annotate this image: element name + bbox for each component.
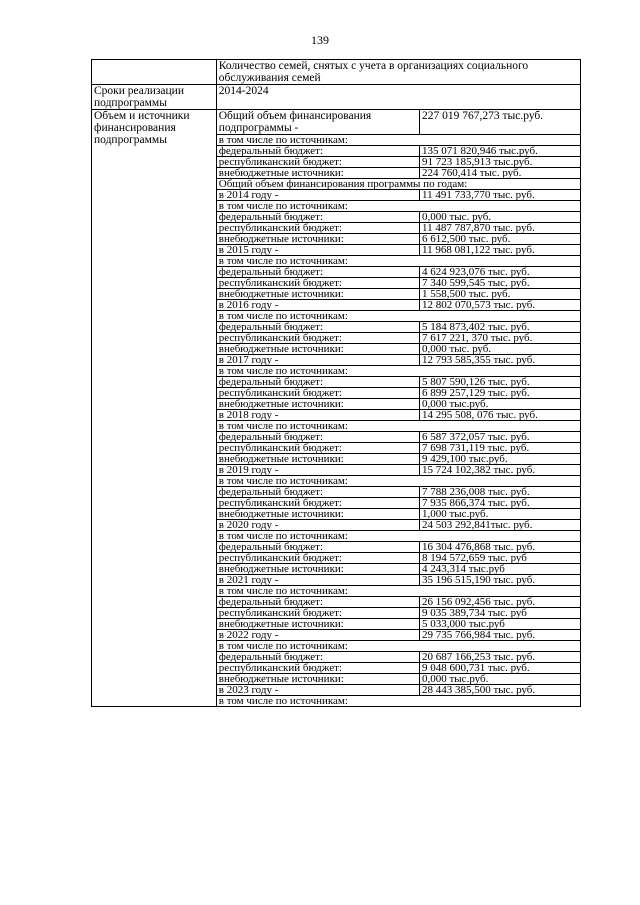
row-value: 11 968 081,122 тыс. руб. — [419, 245, 580, 256]
row-label: в 2023 году - — [216, 685, 419, 696]
section-label: в том числе по источникам: — [216, 311, 580, 322]
row-value: 7 935 866,374 тыс. руб. — [419, 498, 580, 509]
row-label: республиканский бюджет: — [216, 663, 419, 674]
row-label: республиканский бюджет: — [216, 443, 419, 454]
row-value: 135 071 820,946 тыс.руб. — [419, 146, 580, 157]
row-value: 12 793 585,355 тыс. руб. — [419, 355, 580, 366]
row-label: республиканский бюджет: — [216, 333, 419, 344]
table-row — [92, 110, 581, 135]
row-value: 12 802 070,573 тыс. руб. — [419, 300, 580, 311]
row-value: 4 624 923,076 тыс. руб. — [419, 267, 580, 278]
table-row — [92, 85, 581, 110]
section-label: в том числе по источникам: — [216, 696, 580, 707]
row-value: 91 723 185,913 тыс.руб. — [419, 157, 580, 168]
row-label: внебюджетные источники: — [216, 234, 419, 245]
row-value: 5 807 590,126 тыс. руб. — [419, 377, 580, 388]
row-value: 35 196 515,190 тыс. руб. — [419, 575, 580, 586]
row-value: 11 487 787,870 тыс. руб. — [419, 223, 580, 234]
total-label: Общий объем финансирования подпрограммы - — [216, 110, 419, 135]
row-label: федеральный бюджет: — [216, 322, 419, 333]
row-value: 29 735 766,984 тыс. руб. — [419, 630, 580, 641]
section-label: в том числе по источникам: — [216, 641, 580, 652]
row-label: республиканский бюджет: — [216, 223, 419, 234]
empty-cell — [92, 60, 217, 85]
row-label: в 2015 году - — [216, 245, 419, 256]
row-value: 6 587 372,057 тыс. руб. — [419, 432, 580, 443]
row-label: внебюджетные источники: — [216, 344, 419, 355]
total-value: 227 019 767,273 тыс.руб. — [419, 110, 580, 135]
row-label: республиканский бюджет: — [216, 608, 419, 619]
row-value: 9 429,100 тыс.руб. — [419, 454, 580, 465]
row-value: 7 340 599,545 тыс. руб. — [419, 278, 580, 289]
row-label: внебюджетные источники: — [216, 454, 419, 465]
row-value: 1,000 тыс.руб. — [419, 509, 580, 520]
table-body — [92, 60, 581, 707]
row-label: внебюджетные источники: — [216, 619, 419, 630]
row-label: федеральный бюджет: — [216, 652, 419, 663]
row-value: 6 612,500 тыс. руб. — [419, 234, 580, 245]
row-value: 16 304 476,868 тыс. руб. — [419, 542, 580, 553]
top-row-text: Количество семей, снятых с учета в организациях социального обслуживания семей — [216, 60, 580, 85]
row-value: 9 048 600,731 тыс. руб. — [419, 663, 580, 674]
row-value: 11 491 733,770 тыс. руб. — [419, 190, 580, 201]
section-label: в том числе по источникам: — [216, 366, 580, 377]
row-label: федеральный бюджет: — [216, 146, 419, 157]
row-label: федеральный бюджет: — [216, 487, 419, 498]
row-label: федеральный бюджет: — [216, 212, 419, 223]
row-label: республиканский бюджет: — [216, 278, 419, 289]
row-value: 5 033,000 тыс.руб — [419, 619, 580, 630]
row-label: республиканский бюджет: — [216, 498, 419, 509]
row-label: внебюджетные источники: — [216, 289, 419, 300]
row-value: 24 503 292,841тыс. руб. — [419, 520, 580, 531]
row-label: республиканский бюджет: — [216, 388, 419, 399]
row-value: 7 617 221, 370 тыс. руб. — [419, 333, 580, 344]
row-label: внебюджетные источники: — [216, 674, 419, 685]
row-label: в 2017 году - — [216, 355, 419, 366]
row-value: 8 194 572,659 тыс. руб — [419, 553, 580, 564]
row-label: в 2016 году - — [216, 300, 419, 311]
row-label: в 2021 году - — [216, 575, 419, 586]
row-label: федеральный бюджет: — [216, 542, 419, 553]
row-value: 1 558,500 тыс. руб. — [419, 289, 580, 300]
row-value: 14 295 508, 076 тыс. руб. — [419, 410, 580, 421]
row-value: 0,000 тыс.руб. — [419, 674, 580, 685]
row-value: 0,000 тыс. руб. — [419, 344, 580, 355]
row-label: федеральный бюджет: — [216, 267, 419, 278]
row-value: 5 184 873,402 тыс. руб. — [419, 322, 580, 333]
section-label: в том числе по источникам: — [216, 201, 580, 212]
row-value: 9 035 389,734 тыс. руб — [419, 608, 580, 619]
row-value: 0,000 тыс. руб. — [419, 212, 580, 223]
row-label: федеральный бюджет: — [216, 377, 419, 388]
row-label: в 2018 году - — [216, 410, 419, 421]
row-value: 7 788 236,008 тыс. руб. — [419, 487, 580, 498]
row-value: 28 443 385,500 тыс. руб. — [419, 685, 580, 696]
row-label: в 2020 году - — [216, 520, 419, 531]
row-label: внебюджетные источники: — [216, 509, 419, 520]
row-label: федеральный бюджет: — [216, 432, 419, 443]
section-label: в том числе по источникам: — [216, 135, 580, 146]
row-value: 4 243,314 тыс.руб — [419, 564, 580, 575]
funding-label: Объем и источники финансирования подпрограммы — [92, 110, 217, 707]
section-label: в том числе по источникам: — [216, 256, 580, 267]
row-label: внебюджетные источники: — [216, 564, 419, 575]
row-value: 15 724 102,382 тыс. руб. — [419, 465, 580, 476]
row-label: республиканский бюджет: — [216, 553, 419, 564]
row-label: в 2014 году - — [216, 190, 419, 201]
section-label: Общий объем финансирования программы по годам: — [216, 179, 580, 190]
row-value: 6 899 257,129 тыс. руб. — [419, 388, 580, 399]
page-number: 139 — [311, 33, 329, 47]
period-value: 2014-2024 — [216, 85, 580, 110]
section-label: в том числе по источникам: — [216, 586, 580, 597]
section-label: в том числе по источникам: — [216, 421, 580, 432]
row-value: 20 687 166,253 тыс. руб. — [419, 652, 580, 663]
row-label: в 2022 году - — [216, 630, 419, 641]
row-label: в 2019 году - — [216, 465, 419, 476]
row-value: 26 156 092,456 тыс. руб. — [419, 597, 580, 608]
program-table — [91, 59, 581, 707]
period-label: Сроки реализации подпрограммы — [92, 85, 217, 110]
row-value: 0,000 тыс.руб. — [419, 399, 580, 410]
row-label: внебюджетные источники: — [216, 399, 419, 410]
section-label: в том числе по источникам: — [216, 476, 580, 487]
table-row — [92, 60, 581, 85]
row-value: 224 760,414 тыс. руб. — [419, 168, 580, 179]
row-label: внебюджетные источники: — [216, 168, 419, 179]
row-value: 7 698 731,119 тыс. руб. — [419, 443, 580, 454]
section-label: в том числе по источникам: — [216, 531, 580, 542]
row-label: федеральный бюджет: — [216, 597, 419, 608]
row-label: республиканский бюджет: — [216, 157, 419, 168]
